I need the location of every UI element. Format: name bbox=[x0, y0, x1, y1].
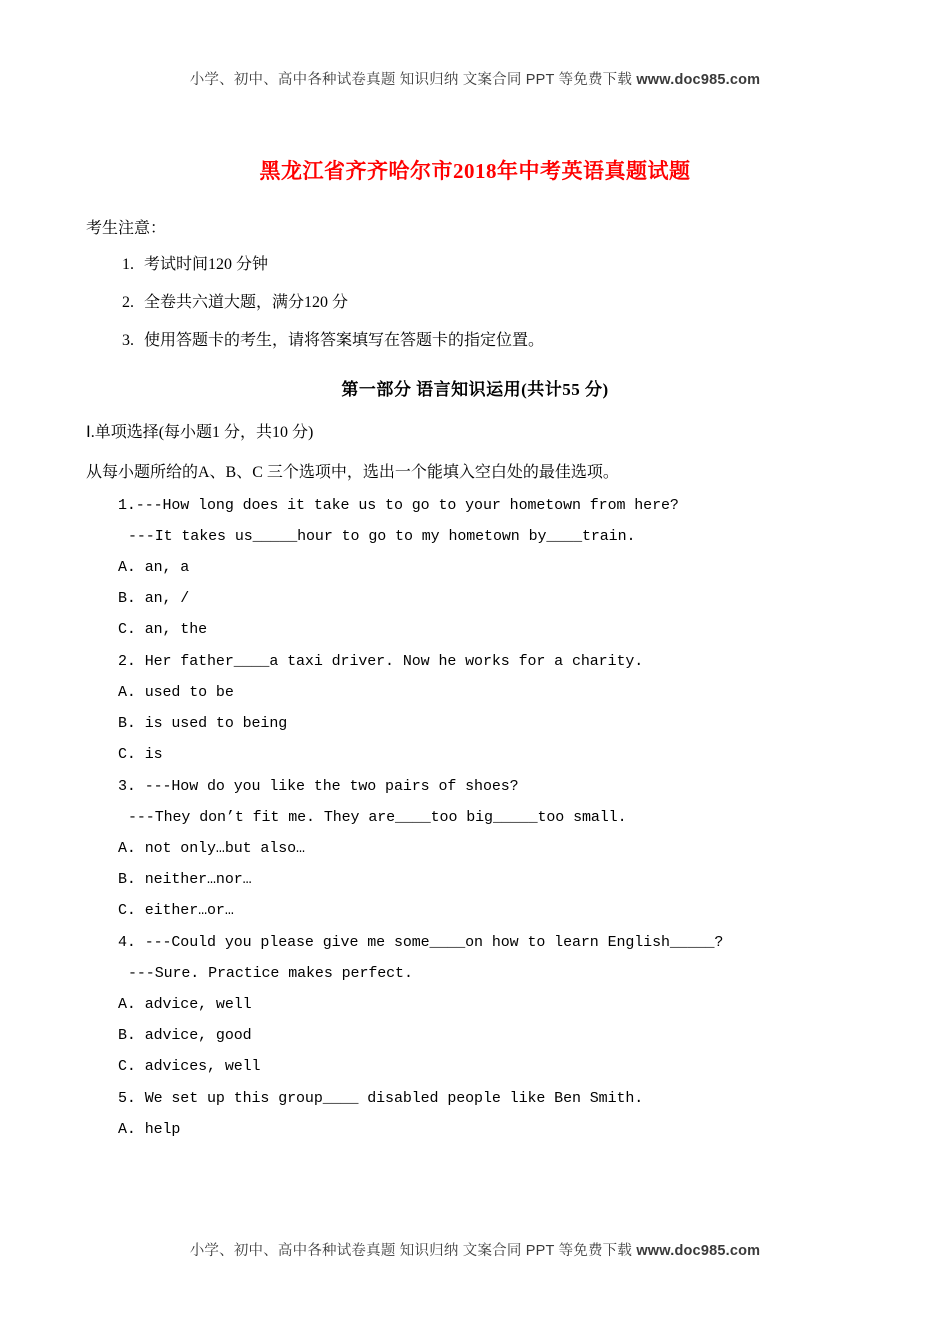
question-line: ---It takes us_____hour to go to my hometown by____train. bbox=[128, 528, 636, 546]
question-line: 3. ---How do you like the two pairs of shoes? bbox=[118, 778, 519, 796]
page-title: 黑龙江省齐齐哈尔市2018年中考英语真题试题 bbox=[259, 159, 691, 183]
question-option: B. neither…nor… bbox=[118, 871, 252, 889]
question-option: A. used to be bbox=[118, 684, 234, 702]
notice-item: 3. 使用答题卡的考生，请将答案填写在答题卡的指定位置。 bbox=[138, 331, 864, 352]
notice-list bbox=[86, 255, 864, 351]
watermark-bottom bbox=[0, 1239, 950, 1260]
section-instructions: 从每小题所给的A、B、C 三个选项中，选出一个能填入空白处的最佳选项。 bbox=[86, 464, 619, 482]
question-line: 5. We set up this group____ disabled people like Ben Smith. bbox=[118, 1090, 644, 1108]
question-option: B. is used to being bbox=[118, 715, 288, 733]
question-line: ---Sure. Practice makes perfect. bbox=[128, 965, 413, 983]
question-line: 1.---How long does it take us to go to your hometown from here? bbox=[118, 497, 679, 515]
notice-label: 考生注意： bbox=[86, 220, 167, 237]
question-block bbox=[86, 934, 864, 1075]
question-line: ---They don’t fit me. They are____too big_____too small. bbox=[128, 809, 627, 827]
question-block bbox=[86, 653, 864, 763]
question-option: A. help bbox=[118, 1121, 181, 1139]
watermark-top bbox=[86, 0, 864, 89]
section-heading: Ⅰ.单项选择(每小题1 分，共10 分) bbox=[86, 424, 314, 442]
notice-item: 1. 考试时间120 分钟 bbox=[138, 255, 864, 276]
question-option: A. an, a bbox=[118, 559, 190, 577]
question-option: B. advice, good bbox=[118, 1027, 252, 1045]
question-option: A. not only…but also… bbox=[118, 840, 305, 858]
question-option: C. an, the bbox=[118, 621, 208, 639]
question-option: B. an, / bbox=[118, 590, 190, 608]
question-option: C. advices, well bbox=[118, 1058, 261, 1076]
question-line: 4. ---Could you please give me some____on how to learn English_____? bbox=[118, 934, 724, 952]
part-title: 第一部分 语言知识运用(共计55 分) bbox=[341, 380, 609, 400]
question-block bbox=[86, 778, 864, 919]
watermark-text: 小学、初中、高中各种试卷真题 知识归纳 文案合同 PPT 等免费下载 bbox=[189, 72, 633, 88]
question-option: C. either…or… bbox=[118, 902, 234, 920]
watermark-site: www.doc985.com bbox=[636, 1243, 761, 1259]
question-line: 2. Her father____a taxi driver. Now he works for a charity. bbox=[118, 653, 644, 671]
question-option: A. advice, well bbox=[118, 996, 252, 1014]
question-block bbox=[86, 1090, 864, 1138]
watermark-text: 小学、初中、高中各种试卷真题 知识归纳 文案合同 PPT 等免费下载 bbox=[189, 1243, 633, 1259]
question-block bbox=[86, 497, 864, 638]
watermark-site: www.doc985.com bbox=[636, 72, 761, 88]
question-option: C. is bbox=[118, 746, 163, 764]
notice-item: 2. 全卷共六道大题，满分120 分 bbox=[138, 293, 864, 314]
